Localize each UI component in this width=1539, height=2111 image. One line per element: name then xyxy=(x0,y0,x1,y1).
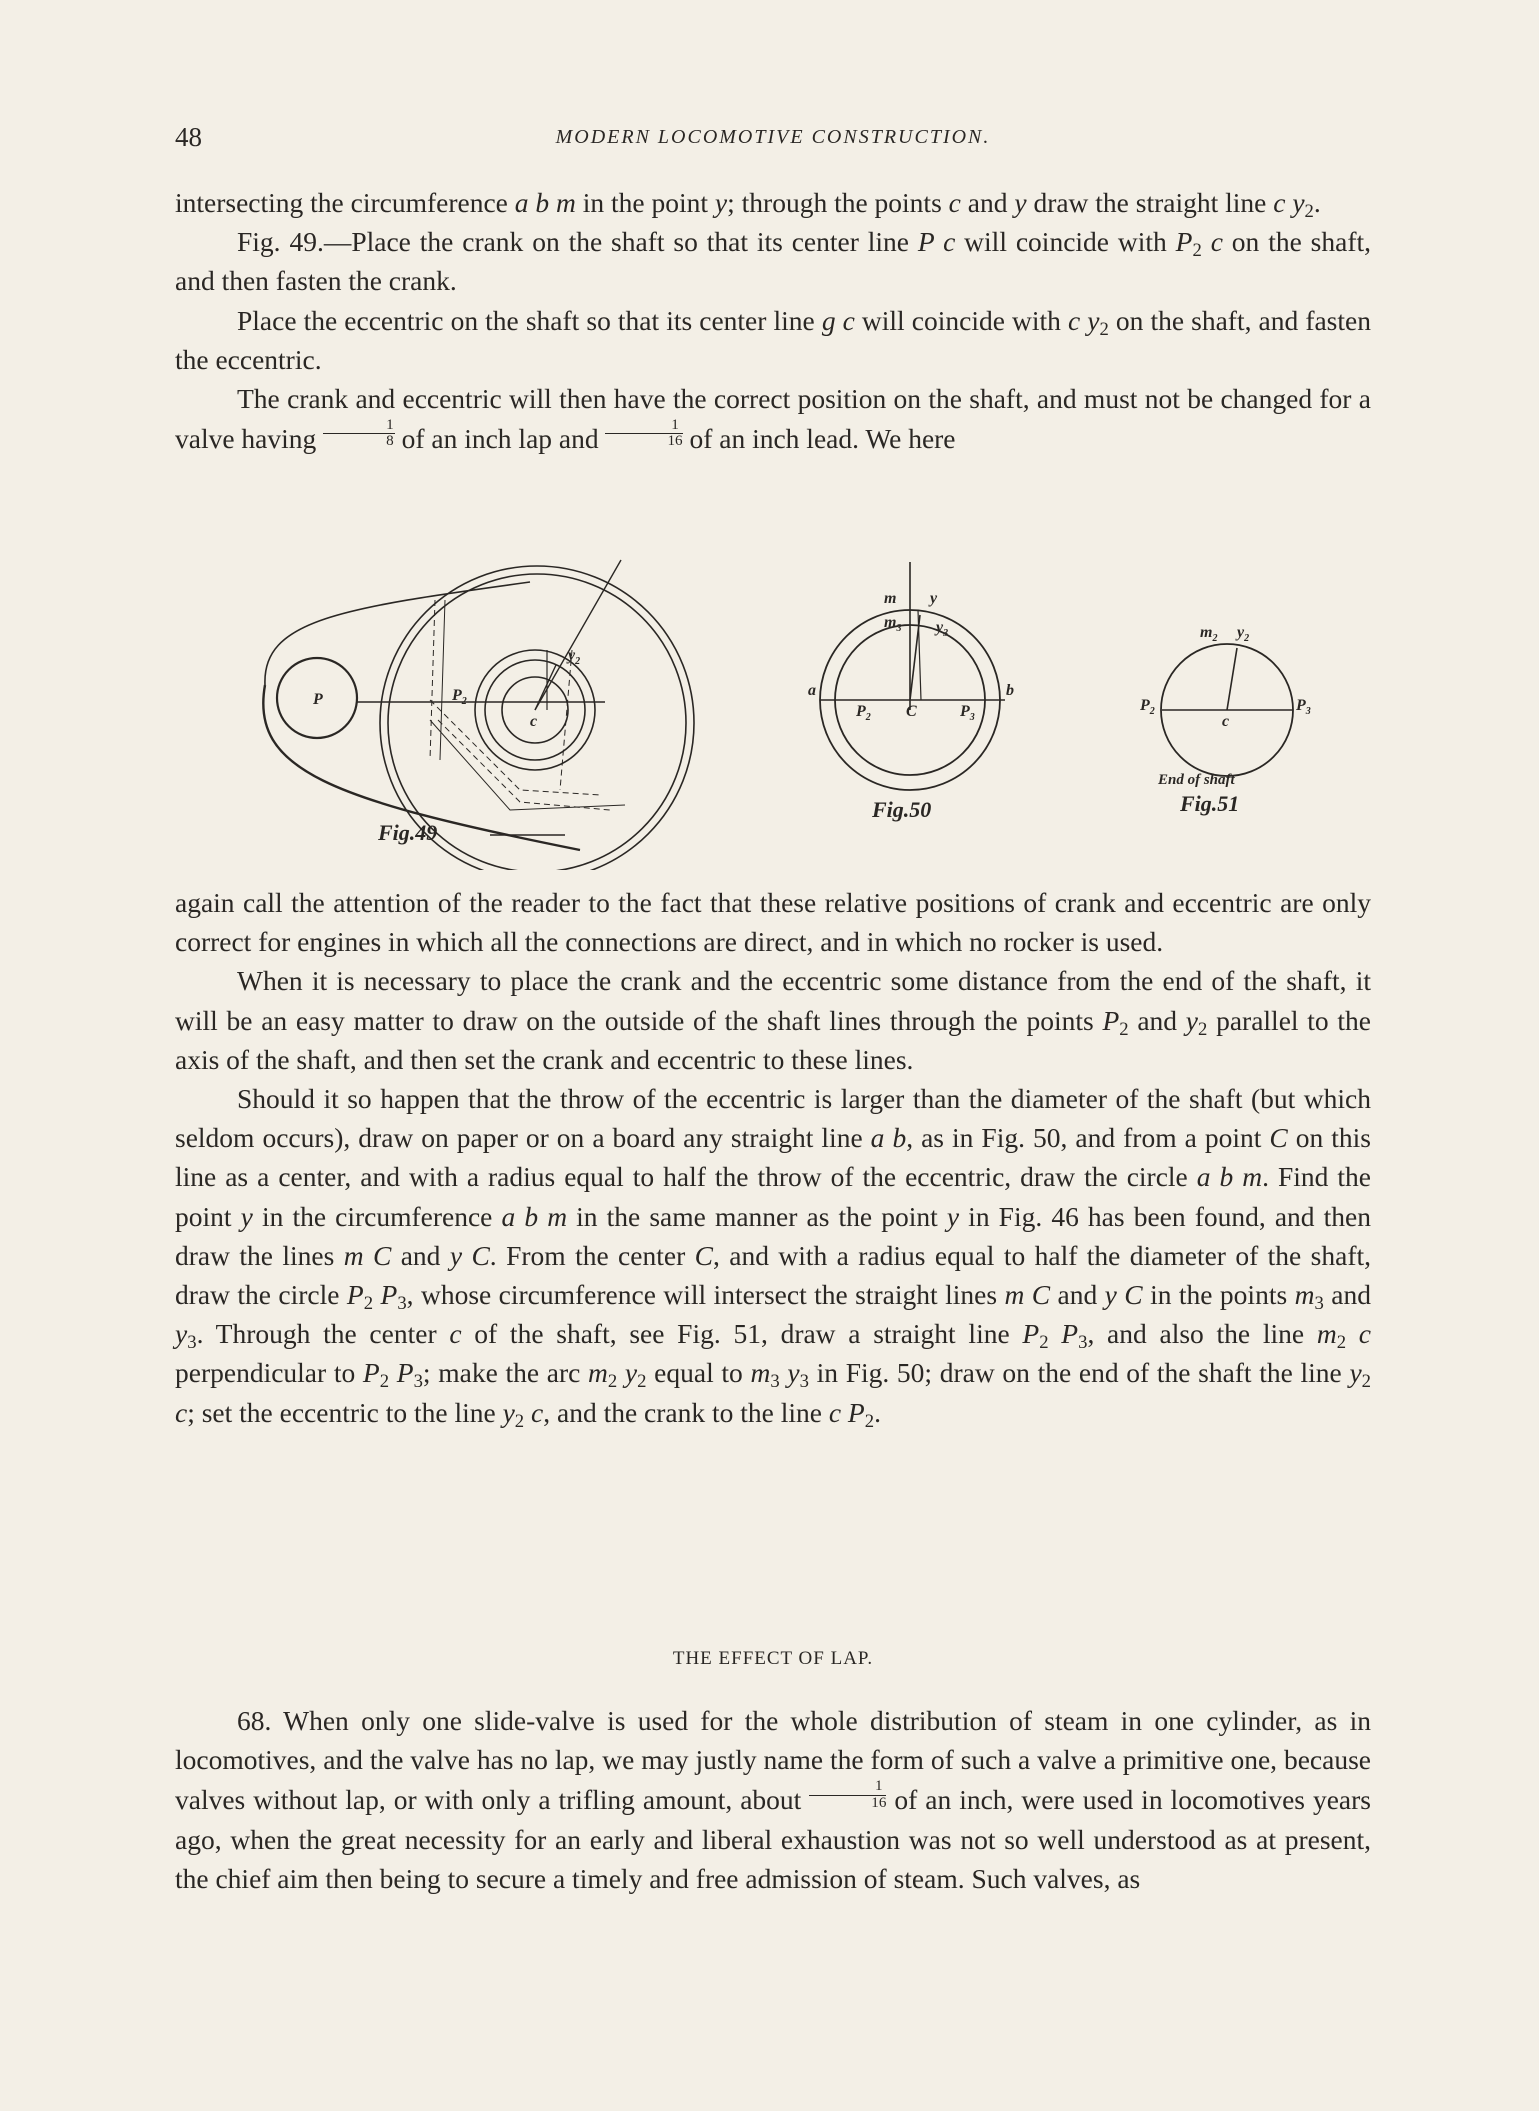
fraction-one-sixteenth: $\frac{1}{16}$ xyxy=(605,418,682,449)
fig50-label-a: a xyxy=(808,682,816,699)
fig50-label-p2: $P_2$ xyxy=(856,703,871,723)
fig49-label-p: P xyxy=(313,691,323,708)
fig50-label-y3: $y_3$ xyxy=(936,619,949,639)
fig51-subcaption: End of shaft xyxy=(1158,772,1235,788)
paragraph-correct-position: The crank and eccentric will then have the correct position on the shaft, and must not be changed for a valve having $\frac{1}{8}$ of an inch lap and $\frac{1}{16}$ of an inch lead. We here xyxy=(175,383,1371,455)
fig49-caption: Fig.49 xyxy=(378,820,438,845)
fig51-label-y2: $y_2$ xyxy=(1237,624,1250,644)
fig51-label-c: c xyxy=(1222,713,1230,730)
fig49-label-p2: $P_2$ xyxy=(452,687,467,707)
fig51-drawing xyxy=(1161,644,1293,776)
fig50-label-m3: $m_3$ xyxy=(884,614,902,634)
fraction-one-eighth: $\frac{1}{8}$ xyxy=(323,418,395,449)
paragraph-when-necessary: When it is necessary to place the crank and the eccentric some distance from the end of the shaft, it will be an easy matter to draw on the outside of the shaft lines through the points $P_2$ and $y_2$ parallel to the axis of the shaft, and then set the crank and eccentric to these lines. xyxy=(175,965,1371,1075)
fig50-label-y: y xyxy=(930,590,938,607)
fig50-caption: Fig.50 xyxy=(872,797,932,822)
fig51-caption: Fig.51 xyxy=(1180,791,1240,816)
paragraph-should-it-happen: Should it so happen that the throw of the eccentric is larger than the diameter of the shaft (but which seldom occurs), draw on paper or on a board any straight line a b, as in Fig. 50, and from a point C on this line as a center, and with a radius equal to half the throw of the eccentric, draw the circle a b m. Find the point y in the circumference a b m in the same manner as the point y in Fig. 46 has been found, and then draw the lines m C and y C. From the center C, and with a radius equal to half the diameter of the shaft, draw the circle $P_2$ $P_3$, whose circumference will intersect the straight lines m C and y C in the points $m_3$ and $y_3$. Through the center c of the shaft, see Fig. 51, draw a straight line $P_2$ $P_3$, and also the line $m_2$ c perpendicular to $P_2$ $P_3$; make the arc $m_2$ $y_2$ equal to $m_3$ $y_3$ in Fig. 50; draw on the end of the shaft the line $y_2$ c; set the eccentric to the line $y_2$ c, and the crank to the line c $P_2$. xyxy=(175,1083,1372,1432)
text-block-middle xyxy=(175,883,1371,1432)
fig50-drawing xyxy=(820,562,1005,790)
section-heading: THE EFFECT OF LAP. xyxy=(672,1648,874,1669)
paragraph-68: 68. When only one slide-valve is used for the whole distribution of steam in one cylinder, as in locomotives, and the valve has no lap, we may justly name the form of such a valve a primitive one, because valves without lap, or with only a trifling amount, about $\frac{1}{16}$ of an inch, were used in locomotives years ago, when the great necessity for an early and liberal exhaustion was not so well understood as at present, the chief aim then being to secure a timely and free admission of steam. Such valves, as xyxy=(175,1705,1371,1894)
fraction-one-sixteenth-2: $\frac{1}{16}$ xyxy=(809,1779,886,1810)
fig49-label-y2: $y_2$ xyxy=(568,647,581,667)
text-block-top xyxy=(175,183,1371,459)
fig50-label-p3: $P_3$ xyxy=(960,703,975,723)
text-block-bottom xyxy=(175,1701,1371,1898)
fig51-label-p2: $P_2$ xyxy=(1140,697,1155,717)
page-number: 48 xyxy=(175,122,202,152)
paragraph-intersecting: intersecting the circumference a b m in the point y; through the points c and y draw the straight line c $y_2$. xyxy=(175,187,1321,223)
paragraph-place-eccentric: Place the eccentric on the shaft so that its center line g c will coincide with c $y_2$ on the shaft, and fasten the eccentric. xyxy=(175,304,1371,375)
fig49-drawing xyxy=(263,560,694,870)
fig50-label-m: m xyxy=(884,590,897,607)
fig51-label-p3: $P_3$ xyxy=(1296,697,1311,717)
page-header xyxy=(175,122,1371,152)
fig50-label-b: b xyxy=(1006,682,1014,699)
fig51-label-m2: $m_2$ xyxy=(1200,624,1218,644)
running-title: MODERN LOCOMOTIVE CONSTRUCTION. xyxy=(555,126,991,148)
paragraph-fig49-crank: Fig. 49.—Place the crank on the shaft so that its center line P c will coincide with $P_2$ c on the shaft, and then fasten the crank. xyxy=(175,226,1372,297)
fig50-label-c: C xyxy=(906,703,917,720)
fig49-label-c: c xyxy=(530,713,538,730)
paragraph-again-call: again call the attention of the reader to the fact that these relative positions of crank and eccentric are only correct for engines in which all the connections are direct, and in which no rocker is used. xyxy=(175,887,1371,958)
figures-49-50-51 xyxy=(0,520,1539,870)
